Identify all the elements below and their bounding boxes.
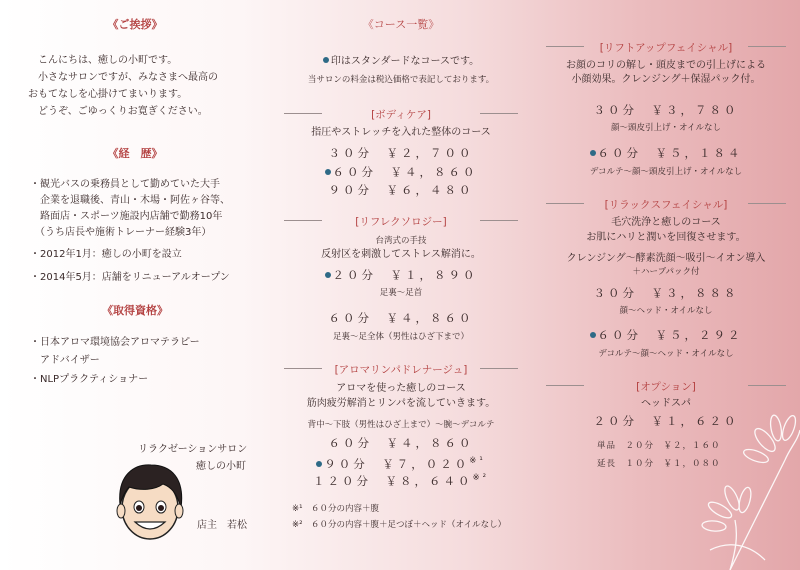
career-line: （うち店長や施術トレーナー経験3年） (30, 227, 212, 238)
options-name: ヘッドスパ (641, 398, 691, 409)
reflexology-area: 足裏～足首 (379, 288, 423, 298)
owner-name: 店主 若松 (197, 520, 247, 531)
standard-dot-icon (323, 57, 329, 63)
options-title: [オプション] (546, 379, 786, 392)
lift-up-price: ６０分 ￥５，１８４ (532, 147, 800, 160)
flower-decoration-icon (690, 400, 800, 570)
body-care-price: ６０分 ￥４，８６０ (270, 166, 532, 179)
greeting-line: 小さなサロンですが、みなさまへ最高の (38, 72, 218, 83)
greeting-heading: 《ご挨拶》 (107, 18, 163, 31)
lift-up-price: ３０分 ￥３，７８０ (593, 103, 739, 117)
aroma-footnote: ※² ６０分の内容＋腹＋足つぼ＋ヘッド（オイルなし） (292, 520, 507, 530)
relax-facial-area: デコルテ～顔～ヘッド・オイルなし (598, 349, 734, 359)
career-line: 路面店・スポーツ施設内店舗で勤務10年 (30, 211, 223, 222)
career-line: 企業を退職後、青山・木場・阿佐ヶ谷等、 (30, 195, 230, 206)
reflexology-title: [リフレクソロジー] (284, 214, 518, 227)
body-care-price: ９０分 ￥６，４８０ (328, 183, 474, 197)
standard-dot-icon (590, 150, 596, 156)
standard-dot-icon (325, 169, 331, 175)
reflexology-desc: 反射区を刺激してストレス解消に。 (321, 249, 481, 260)
owner-avatar (111, 460, 189, 546)
aroma-desc: 筋肉疲労解消とリンパを流していきます。 (306, 398, 496, 409)
aroma-desc: 背中～下肢（男性はひざ上まで）～腕～デコルテ (307, 420, 495, 430)
qualifications-heading: 《取得資格》 (102, 304, 168, 317)
relax-facial-price: ３０分 ￥３，８８８ (593, 286, 739, 300)
relax-facial-desc: お肌にハリと潤いを回復させます。 (586, 232, 746, 243)
body-care-desc: 指圧やストレッチを入れた整体のコース (311, 127, 491, 138)
lift-up-area: 顔～頭皮引上げ・オイルなし (610, 123, 722, 133)
column-courses (270, 0, 532, 570)
courses-tax-note: 当サロンの料金は税込価格で表記しております。 (307, 75, 495, 85)
column-about (0, 0, 270, 570)
career-line: ・観光バスの乗務員として勤めていた大手 (30, 179, 220, 190)
body-care-price: ３０分 ￥２，７００ (328, 146, 474, 160)
relax-facial-area: 顔～ヘッド・オイルなし (619, 306, 713, 316)
courses-note: 印はスタンダードなコースです。 (270, 55, 532, 68)
standard-dot-icon (590, 332, 596, 338)
career-line: ・2014年5月：店舗をリニューアルオープン (30, 272, 230, 283)
column-facial (532, 0, 800, 570)
options-price: ２０分 ￥１，６２０ (593, 414, 739, 428)
relax-facial-price: ６０分 ￥５，２９２ (532, 329, 800, 342)
aroma-price: １２０分 ￥８，$640^{※^2}$ (312, 473, 490, 488)
relax-facial-desc: ＋ハーブパック付 (632, 267, 700, 277)
aroma-title: [アロマリンパドレナージュ] (284, 362, 518, 375)
relax-facial-title: [リラックスフェイシャル] (546, 197, 786, 210)
aroma-desc: アロマを使った癒しのコース (336, 383, 466, 394)
qualification-line: ・NLPプラクティショナー (30, 374, 149, 385)
qualification-line: アドバイザー (30, 355, 100, 366)
salon-subtitle: リラクゼーションサロン (138, 444, 248, 455)
aroma-price: ９０分 ￥７，$020^{※^1}$ (270, 455, 532, 471)
lift-up-area: デコルテ～顔～頭皮引上げ・オイルなし (589, 167, 743, 177)
options-extension: 延長 １０分 ￥１，０８０ (597, 459, 721, 469)
body-care-title: [ボディケア] (284, 107, 518, 120)
greeting-line: こんにちは、癒しの小町です。 (38, 55, 178, 66)
greeting-line: どうぞ、ごゆっくりお寛ぎください。 (38, 106, 208, 117)
reflexology-desc: 台湾式の手技 (375, 236, 427, 246)
greeting-line: おもてなしを心掛けてまいります。 (28, 89, 188, 100)
courses-heading: 《コース一覧》 (362, 18, 440, 31)
lift-up-title: [リフトアップフェイシャル] (546, 40, 786, 53)
salon-name: 癒しの小町 (196, 461, 246, 472)
lift-up-desc: 小顔効果。クレンジング＋保湿パック付。 (571, 74, 761, 85)
aroma-price: ６０分 ￥４，８６０ (328, 436, 474, 450)
relax-facial-desc: 毛穴洗浄と癒しのコース (611, 217, 721, 228)
options-single: 単品 ２０分 ￥２，１６０ (597, 441, 721, 451)
standard-dot-icon (325, 272, 331, 278)
reflexology-price: ６０分 ￥４，８６０ (328, 311, 474, 325)
standard-dot-icon (316, 461, 322, 467)
relax-facial-desc: クレンジング～酵素洗顔～吸引～イオン導入 (566, 253, 766, 264)
reflexology-area: 足裏～足全体（男性はひざ下まで） (332, 332, 469, 342)
career-line: ・2012年1月：癒しの小町を設立 (30, 249, 182, 260)
aroma-footnote: ※¹ ６０分の内容＋腹 (292, 504, 380, 514)
reflexology-price: ２０分 ￥１，８９０ (270, 269, 532, 282)
career-heading: 《経 歴》 (107, 147, 163, 160)
qualification-line: ・日本アロマ環境協会アロマテラピー (30, 337, 200, 348)
lift-up-desc: お顔のコリの解し・頭皮までの引上げによる (566, 60, 766, 71)
